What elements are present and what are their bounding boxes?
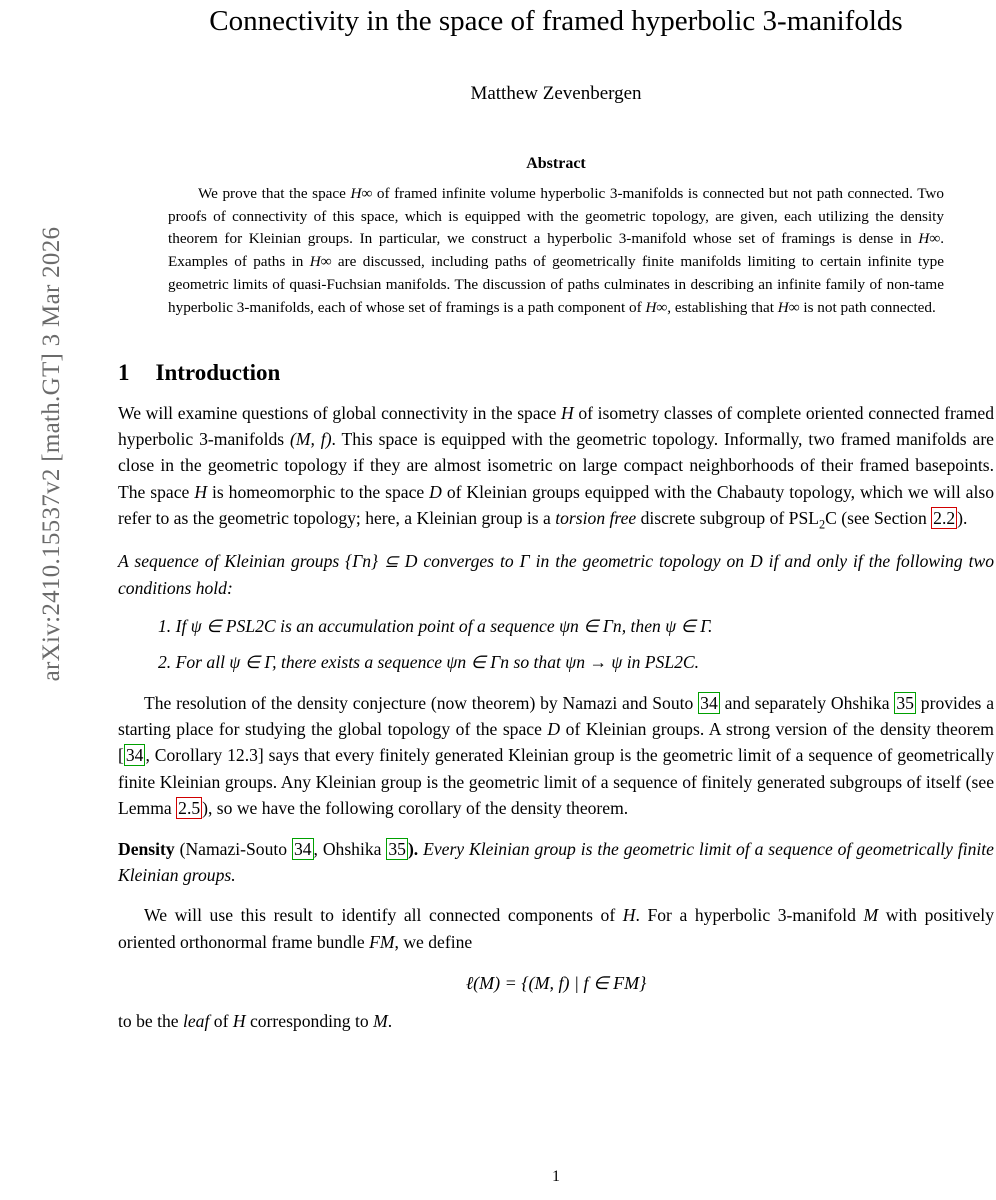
defseq-text-4: if and only if the following two conditions hold: [118,551,994,598]
citation-link-34[interactable]: 34 [700,692,718,713]
defseq-math-1: {Γn} ⊆ D [345,551,418,572]
condition-marker-2: 2. [158,652,172,673]
citation-link-34-theorem[interactable]: 34 [293,838,312,859]
density-text-4: of Kleinian groups. A strong version of the density theorem [ [118,719,994,766]
abstract-part-6: is not path connected. [799,298,936,316]
condition-text-2: For all ψ ∈ Γ, there exists a sequence ψn ∈ Γn so that ψn → ψ in PSL2C. [175,652,700,673]
abstract-math-1: H∞ [350,184,373,202]
defseq-text-2: converges to [417,551,520,572]
intro-math-H: H [560,402,574,423]
section-number: 1 [118,359,130,385]
defseq-text-3: in the geometric topology on [529,551,751,572]
section-title: Introduction [155,359,281,385]
citation-link-34-corollary[interactable]: 34 [125,745,144,766]
abstract-math-3: H∞ [309,253,332,271]
section-ref-link-2-2[interactable]: 2.2 [933,508,956,529]
leaf-math-H: H [622,905,636,926]
intro-text-4: is homeomorphic to the space [207,481,430,502]
leaf-math-M: M [863,905,879,926]
theorem-text-3: ). [407,838,424,859]
intro-math-Mf: (M, f) [290,428,332,449]
abstract-part-1: We prove that the space [198,184,351,202]
leafafter-text-1: to be the [118,1011,183,1032]
defseq-math-gamma: Γ [519,551,530,572]
intro-text-8: C (see Section [825,508,932,529]
abstract-math-2: H∞ [918,230,941,248]
abstract-math-5: H∞ [777,298,800,316]
leafafter-math-H: H [232,1011,246,1032]
leaf-text-4: , we define [394,931,473,952]
intro-text-5: of Kleinian groups equipped with the Chabauty topology, which we will also refer to as the geometric topology; here, a Kleinian group is a [118,481,994,529]
theorem-density [118,836,994,889]
paragraph-leaf-definition [118,902,994,955]
abstract-part-3: . Examples of paths in [168,230,944,271]
conditions-list [118,613,994,676]
density-text-6: ), so we have the following corollary of the density theorem. [202,798,629,819]
display-equation-leaf: ℓ(M) = {(M, f) | f ∈ FM} [465,973,647,994]
paragraph-introduction [118,400,994,535]
leaf-math-FM: FM [369,931,395,952]
leaf-text-3: with positively oriented orthonormal frame bundle [118,905,994,952]
leafafter-text-4: corresponding to [245,1011,374,1032]
list-item [158,613,994,639]
paragraph-convergence-definition [118,548,994,601]
abstract-part-4: are discussed, including paths of geometrically finite manifolds limiting to certain infinite type geometric limits of quasi-Fuchsian manifolds. The discussion of paths culminates in describing an infinite family of non-tame hyperbolic 3-manifolds, each of whose set of framings is a path component of [168,253,945,316]
abstract-heading: Abstract [526,154,586,172]
density-text-5: , Corollary 12.3] says that every finitely generated Kleinian group is the geometric limit of a sequence of geometrically finite Kleinian groups. Any Kleinian group is the geometric limit of a sequence of finitely generated subgroups of itself (see Lemma [118,745,994,819]
abstract-math-4: H∞ [645,298,668,316]
condition-marker-1: 1. [158,615,172,636]
intro-text-1: We will examine questions of global connectivity in the space [118,402,561,423]
leafafter-emph-leaf: leaf [182,1011,210,1032]
intro-math-D: D [429,481,442,502]
theorem-text-2: , Ohshika [313,838,387,859]
defseq-math-D: D [750,551,763,572]
paragraph-leaf-after [118,1008,994,1034]
density-text-2: and separately Ohshika [719,692,895,713]
paper-page [118,0,994,1200]
page-title: Connectivity in the space of framed hyperbolic 3-manifolds [209,5,903,37]
intro-math-H2: H [194,481,208,502]
leafafter-text-3: of [209,1011,233,1032]
citation-link-35-theorem[interactable]: 35 [388,838,406,859]
abstract-part-5: , establishing that [667,298,778,316]
page-number: 1 [552,1168,560,1185]
list-item [158,649,994,675]
leaf-text-1: We will use this result to identify all connected components of [144,905,623,926]
density-text-3: provides a starting place for studying the global topology of the space [118,692,994,740]
density-math-D: D [547,719,561,740]
arxiv-identifier-stamp: arXiv:2410.15537v2 [math.GT] 3 Mar 2026 [38,226,65,682]
intro-text-2: of isometry classes of complete oriented connected framed hyperbolic 3-manifolds [118,402,994,449]
abstract-part-2: of framed infinite volume hyperbolic 3-manifolds is connected but not path connected. Two proofs of connectivity of this space, which is equipped with the geometric topology, are given, each utilizing the density theorem for Kleinian groups. In particular, we construct a hyperbolic 3-manifold whose set of framings is dense in [168,184,944,248]
density-text-1: The resolution of the density conjecture (now theorem) by Namazi and Souto [144,692,699,713]
leaf-text-2: . For a hyperbolic 3-manifold [635,905,864,926]
intro-emph-torsion-free: torsion free [555,508,637,529]
author-name: Matthew Zevenbergen [470,82,642,104]
intro-sub-2: 2 [818,517,826,532]
theorem-text-1: (Namazi-Souto [174,838,292,859]
intro-text-3: . This space is equipped with the geometric topology. Informally, two framed manifolds are close in the geometric topology if they are almost isometric on large compact neighborhoods of their framed basepoints. The space [118,428,994,502]
theorem-name: Density [118,838,175,859]
defseq-text-1: A sequence of Kleinian groups [118,551,346,572]
leafafter-text-5: . [387,1011,393,1032]
section-heading [118,360,994,386]
lemma-ref-link-2-5[interactable]: 2.5 [178,798,201,819]
intro-text-9: ). [957,508,968,529]
citation-link-35[interactable]: 35 [896,692,914,713]
condition-text-1: If ψ ∈ PSL2C is an accumulation point of a sequence ψn ∈ Γn, then ψ ∈ Γ. [175,615,713,636]
abstract-text [168,183,944,320]
theorem-statement: Every Kleinian group is the geometric limit of a sequence of geometrically finite Kleinian groups. [118,838,994,886]
paragraph-density-conjecture [118,690,994,822]
leafafter-math-M: M [373,1011,388,1032]
intro-text-7: discrete subgroup of PSL [636,508,819,529]
